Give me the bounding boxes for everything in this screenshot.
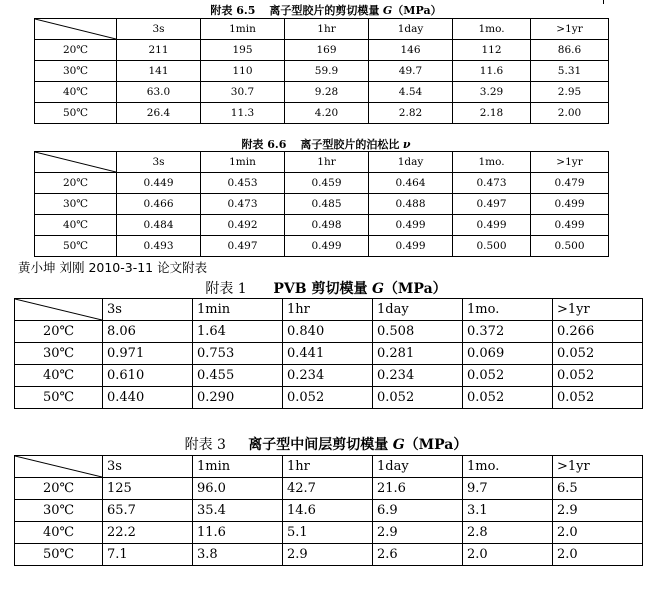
table-row xyxy=(15,522,643,544)
table-cell: 0.497 xyxy=(201,236,285,257)
table-cell: 141 xyxy=(117,61,201,82)
caption-prefix: 附表 6.5 xyxy=(210,4,256,17)
table-caption xyxy=(0,278,652,298)
table-cell: 0.441 xyxy=(283,343,373,365)
table-cell: 0.234 xyxy=(373,365,463,387)
table-cell: 0.281 xyxy=(373,343,463,365)
row-label: 30℃ xyxy=(35,61,117,82)
column-header: 1day xyxy=(373,299,463,321)
table-caption xyxy=(0,434,652,454)
caption-title: 离子型中间层剪切模量 xyxy=(248,437,389,453)
caption-unit: （MPa） xyxy=(392,4,442,17)
column-header: >1yr xyxy=(531,152,609,173)
column-header: >1yr xyxy=(531,19,609,40)
header-row xyxy=(15,299,643,321)
table-cell: 169 xyxy=(285,40,369,61)
header-row xyxy=(15,456,643,478)
table-cell: 2.6 xyxy=(373,544,463,566)
caption-title: 离子型胶片的剪切模量 xyxy=(269,4,380,17)
table-cell: 2.18 xyxy=(453,103,531,124)
table-cell: 0.473 xyxy=(201,194,285,215)
diagonal-line xyxy=(35,19,116,39)
table-row xyxy=(35,236,609,257)
table-cell: 2.8 xyxy=(463,522,553,544)
table-cell: 0.052 xyxy=(463,387,553,409)
column-header: 3s xyxy=(117,152,201,173)
table-row xyxy=(35,61,609,82)
table-cell: 0.500 xyxy=(453,236,531,257)
table-row xyxy=(15,365,643,387)
table-row xyxy=(35,215,609,236)
table-cell: 0.499 xyxy=(531,215,609,236)
table-cell: 4.54 xyxy=(369,82,453,103)
caption-unit: （MPa） xyxy=(404,437,468,453)
table-cell: 3.8 xyxy=(193,544,283,566)
table-row xyxy=(15,500,643,522)
column-header: 1hr xyxy=(285,152,369,173)
table-cell: 1.64 xyxy=(193,321,283,343)
row-label: 30℃ xyxy=(15,500,103,522)
caption-title: PVB 剪切模量 xyxy=(273,281,368,297)
table-cell: 2.00 xyxy=(531,103,609,124)
row-label: 20℃ xyxy=(35,173,117,194)
column-header: 1day xyxy=(373,456,463,478)
table-cell: 2.82 xyxy=(369,103,453,124)
table-cell: 0.266 xyxy=(553,321,643,343)
row-label: 30℃ xyxy=(15,343,103,365)
table-cell: 0.499 xyxy=(453,215,531,236)
table-cell: 0.493 xyxy=(117,236,201,257)
caption-symbol: ν xyxy=(402,138,411,151)
table-cell: 86.6 xyxy=(531,40,609,61)
table-cell: 0.052 xyxy=(553,343,643,365)
table-cell: 6.5 xyxy=(553,478,643,500)
table-row xyxy=(35,82,609,103)
column-header: 1hr xyxy=(285,19,369,40)
column-header: 3s xyxy=(117,19,201,40)
table-cell: 0.290 xyxy=(193,387,283,409)
table-cell: 2.0 xyxy=(463,544,553,566)
diagonal-line xyxy=(15,299,102,320)
table-cell: 0.499 xyxy=(285,236,369,257)
table-cell: 195 xyxy=(201,40,285,61)
table-cell: 21.6 xyxy=(373,478,463,500)
row-label: 40℃ xyxy=(35,82,117,103)
table-cell: 0.840 xyxy=(283,321,373,343)
row-label: 20℃ xyxy=(15,321,103,343)
table-cell: 0.052 xyxy=(553,387,643,409)
column-header: >1yr xyxy=(553,456,643,478)
author-note: 黄小坤 刘刚 2010-3-11 论文附表 xyxy=(18,260,208,275)
diagonal-header-cell xyxy=(15,299,103,321)
table-cell: 0.500 xyxy=(531,236,609,257)
table-cell: 0.466 xyxy=(117,194,201,215)
table-cell: 8.06 xyxy=(103,321,193,343)
row-label: 40℃ xyxy=(15,365,103,387)
table-cell: 63.0 xyxy=(117,82,201,103)
table-cell: 0.069 xyxy=(463,343,553,365)
diagonal-header-cell xyxy=(15,456,103,478)
table-cell: 0.488 xyxy=(369,194,453,215)
table-cell: 0.753 xyxy=(193,343,283,365)
column-header: 1mo. xyxy=(463,456,553,478)
column-header: 1hr xyxy=(283,456,373,478)
row-label: 20℃ xyxy=(15,478,103,500)
table-cell: 0.508 xyxy=(373,321,463,343)
table-cell: 4.20 xyxy=(285,103,369,124)
table-cell: 0.492 xyxy=(201,215,285,236)
row-label: 50℃ xyxy=(15,544,103,566)
caption-symbol: G xyxy=(371,281,384,297)
diagonal-header-cell xyxy=(35,19,117,40)
table-cell: 0.234 xyxy=(283,365,373,387)
table-row xyxy=(15,544,643,566)
table-cell: 0.484 xyxy=(117,215,201,236)
poisson-ratio-table-6-6 xyxy=(34,151,609,257)
caption-prefix: 附表 3 xyxy=(184,437,226,453)
column-header: 1min xyxy=(201,19,285,40)
table-cell: 22.2 xyxy=(103,522,193,544)
column-header: 1mo. xyxy=(463,299,553,321)
column-header: >1yr xyxy=(553,299,643,321)
shear-modulus-table-6-5 xyxy=(34,18,609,124)
table-cell: 0.485 xyxy=(285,194,369,215)
table-cell: 2.0 xyxy=(553,544,643,566)
table-cell: 2.9 xyxy=(373,522,463,544)
column-header: 1mo. xyxy=(453,19,531,40)
table-cell: 0.464 xyxy=(369,173,453,194)
caption-title: 离子型胶片的泊松比 xyxy=(300,138,400,151)
table-cell: 2.95 xyxy=(531,82,609,103)
table-row xyxy=(15,321,643,343)
table-cell: 146 xyxy=(369,40,453,61)
table-cell: 11.3 xyxy=(201,103,285,124)
table-cell: 0.498 xyxy=(285,215,369,236)
table-cell: 0.453 xyxy=(201,173,285,194)
table-cell: 26.4 xyxy=(117,103,201,124)
table-row xyxy=(15,343,643,365)
table-cell: 0.610 xyxy=(103,365,193,387)
table-cell: 0.440 xyxy=(103,387,193,409)
row-label: 30℃ xyxy=(35,194,117,215)
column-header: 1min xyxy=(201,152,285,173)
table-cell: 65.7 xyxy=(103,500,193,522)
caption-prefix: 附表 6.6 xyxy=(241,138,287,151)
caption-unit: （MPa） xyxy=(383,281,447,297)
row-label: 20℃ xyxy=(35,40,117,61)
table-caption xyxy=(0,136,652,152)
column-header: 1min xyxy=(193,299,283,321)
table-cell: 0.052 xyxy=(283,387,373,409)
table-cell: 59.9 xyxy=(285,61,369,82)
diagonal-header-cell xyxy=(35,152,117,173)
table-row xyxy=(35,40,609,61)
table-cell: 30.7 xyxy=(201,82,285,103)
table-cell: 2.0 xyxy=(553,522,643,544)
column-header: 1day xyxy=(369,19,453,40)
table-cell: 9.7 xyxy=(463,478,553,500)
table-cell: 49.7 xyxy=(369,61,453,82)
table-cell: 112 xyxy=(453,40,531,61)
caption-symbol: G xyxy=(392,437,405,453)
row-label: 50℃ xyxy=(35,103,117,124)
table-cell: 0.499 xyxy=(531,194,609,215)
table-cell: 0.052 xyxy=(373,387,463,409)
table-cell: 0.052 xyxy=(553,365,643,387)
table-cell: 0.971 xyxy=(103,343,193,365)
table-cell: 96.0 xyxy=(193,478,283,500)
table-cell: 3.29 xyxy=(453,82,531,103)
table-row xyxy=(15,478,643,500)
table-cell: 35.4 xyxy=(193,500,283,522)
table-cell: 11.6 xyxy=(453,61,531,82)
table-row xyxy=(35,194,609,215)
row-label: 40℃ xyxy=(35,215,117,236)
row-label: 50℃ xyxy=(35,236,117,257)
table-cell: 5.31 xyxy=(531,61,609,82)
table-row xyxy=(15,387,643,409)
header-row xyxy=(35,19,609,40)
table-cell: 5.1 xyxy=(283,522,373,544)
table-cell: 0.499 xyxy=(369,215,453,236)
column-header: 1hr xyxy=(283,299,373,321)
column-header: 1min xyxy=(193,456,283,478)
table-cell: 7.1 xyxy=(103,544,193,566)
table-cell: 211 xyxy=(117,40,201,61)
table-cell: 0.499 xyxy=(369,236,453,257)
table-cell: 6.9 xyxy=(373,500,463,522)
caption-prefix: 附表 1 xyxy=(205,281,247,297)
table-cell: 0.459 xyxy=(285,173,369,194)
table-cell: 0.449 xyxy=(117,173,201,194)
diagonal-line xyxy=(35,152,116,172)
table-cell: 3.1 xyxy=(463,500,553,522)
table-caption xyxy=(0,2,652,18)
table-cell: 0.479 xyxy=(531,173,609,194)
row-label: 50℃ xyxy=(15,387,103,409)
column-header: 3s xyxy=(103,456,193,478)
table-cell: 0.497 xyxy=(453,194,531,215)
table-cell: 0.473 xyxy=(453,173,531,194)
table-row xyxy=(35,103,609,124)
table-cell: 42.7 xyxy=(283,478,373,500)
table-cell: 11.6 xyxy=(193,522,283,544)
row-label: 40℃ xyxy=(15,522,103,544)
ionic-interlayer-shear-modulus-table xyxy=(14,455,643,566)
table-cell: 0.372 xyxy=(463,321,553,343)
table-cell: 125 xyxy=(103,478,193,500)
column-header: 1day xyxy=(369,152,453,173)
table-cell: 0.455 xyxy=(193,365,283,387)
column-header: 1mo. xyxy=(453,152,531,173)
pvb-shear-modulus-table xyxy=(14,298,643,409)
diagonal-line xyxy=(15,456,102,477)
header-row xyxy=(35,152,609,173)
table-cell: 2.9 xyxy=(553,500,643,522)
table-row xyxy=(35,173,609,194)
table-cell: 110 xyxy=(201,61,285,82)
table-cell: 9.28 xyxy=(285,82,369,103)
column-header: 3s xyxy=(103,299,193,321)
table-cell: 0.052 xyxy=(463,365,553,387)
table-cell: 14.6 xyxy=(283,500,373,522)
table-cell: 2.9 xyxy=(283,544,373,566)
caption-symbol: G xyxy=(382,4,393,17)
